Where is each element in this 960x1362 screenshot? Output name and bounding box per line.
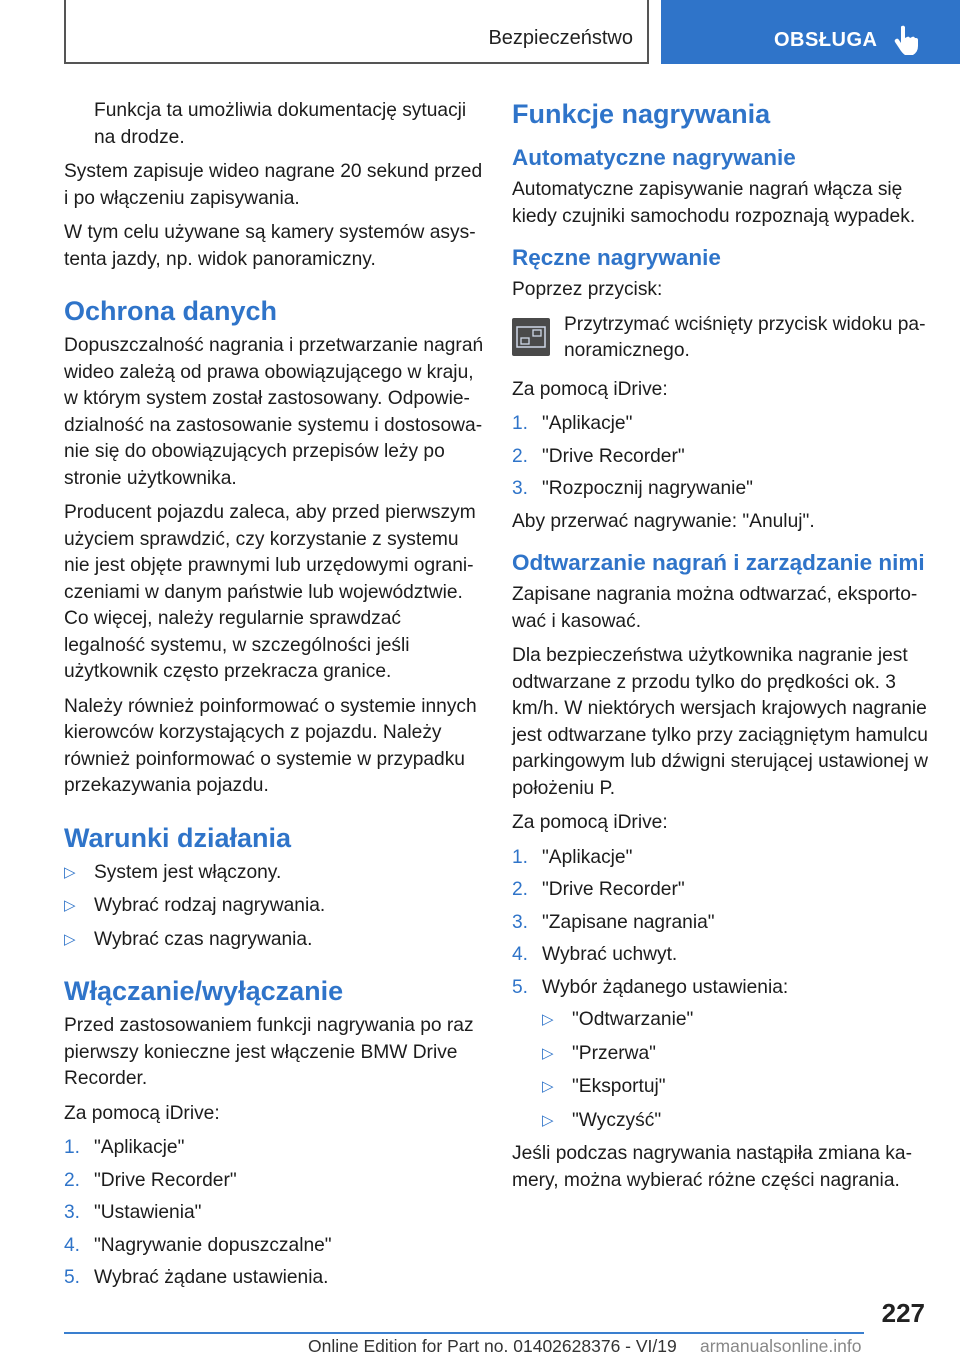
- paragraph: Dla bezpieczeństwa użytkownika nagranie jest odtwarzane z przodu tylko do prędkości ok. 3 km/h. W niektórych wersjach krajowych nagranie jest odtwarzane tylko przy zaciągniętym hamulcu parkingowym lub dźwigni sterującej ustawionej w położeniu P.: [512, 645, 928, 799]
- step-item: 3. "Rozpocznij nagrywanie": [512, 478, 753, 499]
- button-instruction-text: Przytrzymać wciśnięty przycisk widoku panoramicznego.: [564, 313, 926, 361]
- section-tab: [64, 0, 649, 64]
- heading-onoff: Włączanie/wyłączanie: [64, 976, 344, 1006]
- step-item: 3. "Ustawienia": [64, 1202, 202, 1223]
- triangle-bullet-icon: ▷: [542, 1011, 554, 1028]
- list-item: ▷ Wybrać rodzaj nagrywania.: [64, 893, 484, 920]
- step-item: 1. "Aplikacje": [512, 846, 633, 868]
- step-item: 1. "Aplikacje": [64, 1137, 185, 1158]
- step-item: 5. Wybór żądanego ustawienia:: [512, 976, 789, 998]
- right-column: [512, 98, 930, 1202]
- sub-list-item: ▷ "Przerwa": [512, 1041, 930, 1068]
- hand-pointer-icon: [893, 24, 921, 56]
- paragraph: Za pomocą iDrive:: [512, 812, 668, 833]
- heading-functions: Funkcje nagrywania: [512, 99, 771, 129]
- triangle-bullet-icon: ▷: [542, 1078, 554, 1095]
- step-item: 2. "Drive Recorder": [512, 445, 685, 467]
- left-column: [64, 98, 484, 1298]
- paragraph: Dopuszczalność nagrania i przetwarzanie nagrań wideo zależą od prawa obowiązującego w kraju, w którym system został zastosowany. Odpowiedzialność na zastosowanie systemu i dostosowanie się do obowiązujących przepisów leży po stronie użytkownika.: [64, 335, 484, 489]
- sub-list-item: ▷ "Odtwarzanie": [512, 1007, 930, 1034]
- triangle-bullet-icon: ▷: [64, 897, 76, 914]
- paragraph: System zapisuje wideo nagrane 20 sekund przed i po włączeniu zapisywania.: [64, 161, 483, 209]
- button-instruction: [512, 312, 930, 365]
- paragraph: Przed zastosowaniem funkcji nagrywania po raz pierwszy konieczne jest włączenie BMW Drive Recorder.: [64, 1015, 474, 1089]
- paragraph: Producent pojazdu zaleca, aby przed pierwszym użyciem sprawdzić, czy korzystanie z systemu nie jest objęte prawnymi lub urzędowymi ograniczeniami w danym państwie lub województwie. Co więcej, należy regularnie sprawdzać legalność systemu, w szczególności jeśli użytkownik często przekracza granice.: [64, 502, 476, 682]
- chapter-tab: [661, 0, 960, 64]
- step-item: 4. "Nagrywanie dopuszczalne": [64, 1234, 332, 1256]
- heading-auto: Automatyczne nagrywanie: [512, 145, 796, 170]
- heading-conditions: Warunki działania: [64, 822, 292, 853]
- paragraph: Jeśli podczas nagrywania nastąpiła zmiana kamery, można wybierać różne części nagrania.: [512, 1143, 912, 1191]
- list-item: ▷ Wybrać czas nagrywania.: [64, 927, 484, 954]
- step-item: 4. Wybrać uchwyt.: [512, 944, 678, 965]
- paragraph: Aby przerwać nagrywanie: "Anuluj".: [512, 510, 815, 532]
- paragraph: Automatyczne zapisywanie nagrań włącza się kiedy czujniki samochodu rozpoznają wypadek.: [512, 179, 916, 227]
- step-item: 2. "Drive Recorder": [512, 879, 685, 900]
- paragraph: Poprzez przycisk:: [512, 279, 663, 300]
- heading-playback: Odtwarzanie nagrań i zarządzanie nimi: [512, 550, 925, 575]
- triangle-bullet-icon: ▷: [64, 863, 76, 881]
- section-title: Bezpieczeństwo: [488, 27, 633, 49]
- paragraph: Za pomocą iDrive:: [512, 378, 668, 400]
- sub-list-item: ▷ "Wyczyść": [512, 1108, 930, 1135]
- list-item: ▷ System jest włączony.: [64, 860, 484, 887]
- edition-text: Online Edition for Part no. 01402628376 - VI/19: [308, 1336, 677, 1356]
- heading-manual: Ręczne nagrywanie: [512, 245, 721, 270]
- step-item: 5. Wybrać żądane ustawienia.: [64, 1267, 329, 1288]
- page-number: 227: [881, 1298, 925, 1328]
- footer-divider: [64, 1332, 864, 1334]
- step-item: 3. "Zapisane nagrania": [512, 911, 715, 933]
- watermark: armanualsonline.info: [700, 1336, 862, 1356]
- heading-privacy: Ochrona danych: [64, 296, 278, 326]
- triangle-bullet-icon: ▷: [64, 930, 76, 948]
- paragraph: Zapisane nagrania można odtwarzać, eksportować i kasować.: [512, 584, 918, 632]
- paragraph: W tym celu używane są kamery systemów asystenta jazdy, np. widok panoramiczny.: [64, 222, 476, 270]
- step-item: 2. "Drive Recorder": [64, 1169, 237, 1191]
- chapter-title: OBSŁUGA: [774, 29, 878, 51]
- triangle-bullet-icon: ▷: [542, 1111, 554, 1129]
- step-item: 1. "Aplikacje": [512, 413, 633, 434]
- panorama-camera-icon: [512, 318, 550, 356]
- paragraph: Należy również poinformować o systemie innych kierowców korzystających z pojazdu. Należy również poinformować o systemie w przypadku przekazywania pojazdu.: [64, 695, 477, 796]
- triangle-bullet-icon: ▷: [542, 1044, 554, 1062]
- intro-text: Funkcja ta umożliwia dokumentację sytuacji na drodze.: [94, 100, 467, 148]
- paragraph: Za pomocą iDrive:: [64, 1102, 220, 1124]
- sub-list-item: ▷ "Eksportuj": [512, 1074, 930, 1101]
